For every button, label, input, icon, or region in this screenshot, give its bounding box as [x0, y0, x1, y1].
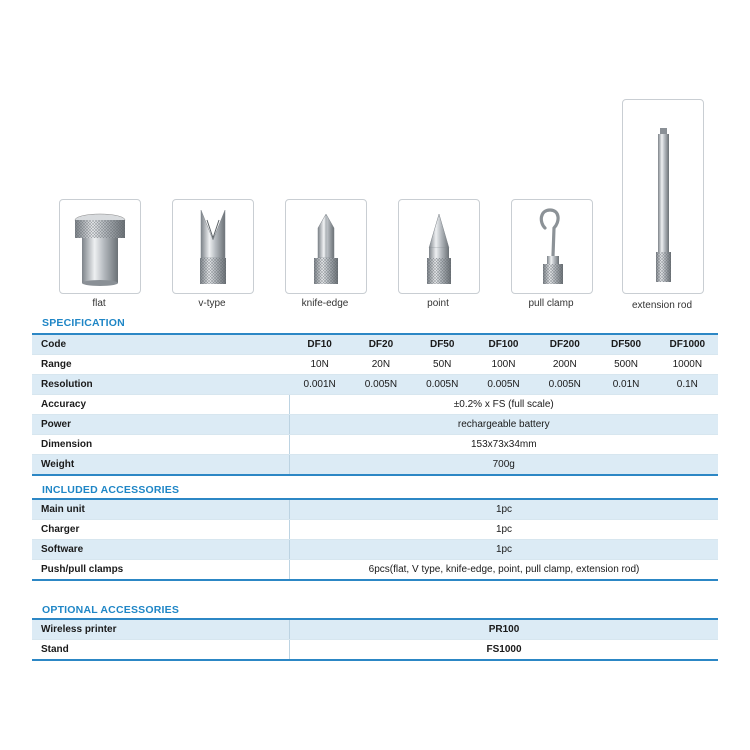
flat-attachment-card [59, 199, 141, 294]
row-value: 1pc [290, 520, 719, 540]
model-code: DF1000 [657, 334, 718, 355]
row-label: Resolution [32, 375, 289, 395]
pull-clamp-attachment-card [511, 199, 593, 294]
model-code: DF50 [412, 334, 473, 355]
row-label: Code [32, 334, 289, 355]
model-code: DF100 [473, 334, 534, 355]
row-value: 6pcs(flat, V type, knife-edge, point, pull clamp, extension rod) [290, 560, 719, 581]
table-row [32, 619, 718, 640]
accessory-label-v-type: v-type [198, 298, 226, 309]
table-row [32, 520, 718, 540]
resolution-value: 0.005N [350, 375, 411, 395]
weight-value: 700g [289, 455, 718, 476]
resolution-value: 0.01N [595, 375, 656, 395]
accessory-label-knife-edge: knife-edge [301, 298, 349, 309]
table-row-resolution [32, 375, 718, 395]
model-code: DF500 [595, 334, 656, 355]
range-value: 200N [534, 355, 595, 375]
row-label: Wireless printer [32, 619, 290, 640]
knife-edge-attachment-icon [286, 200, 366, 293]
row-label: Software [32, 540, 290, 560]
accessory-label-extension-rod: extension rod [631, 300, 693, 311]
knife-edge-attachment-card [285, 199, 367, 294]
range-value: 1000N [657, 355, 718, 375]
row-label: Main unit [32, 499, 290, 520]
range-value: 20N [350, 355, 411, 375]
row-value: 1pc [290, 499, 719, 520]
accessory-label-pull-clamp: pull clamp [528, 298, 574, 309]
row-value: PR100 [290, 619, 719, 640]
row-label: Stand [32, 640, 290, 661]
flat-attachment-icon [60, 200, 140, 293]
point-attachment-icon [399, 200, 479, 293]
row-value: 1pc [290, 540, 719, 560]
table-row-code [32, 334, 718, 355]
included-accessories-table [32, 498, 718, 581]
row-label: Range [32, 355, 289, 375]
row-label: Accuracy [32, 395, 289, 415]
row-value: FS1000 [290, 640, 719, 661]
table-row-power [32, 415, 718, 435]
table-row [32, 540, 718, 560]
resolution-value: 0.005N [534, 375, 595, 395]
power-value: rechargeable battery [289, 415, 718, 435]
table-row [32, 640, 718, 661]
included-accessories-title: INCLUDED ACCESSORIES [42, 484, 180, 496]
optional-accessories-title: OPTIONAL ACCESSORIES [42, 604, 180, 616]
range-value: 500N [595, 355, 656, 375]
table-row-dimension [32, 435, 718, 455]
accessory-label-point: point [427, 298, 449, 309]
range-value: 100N [473, 355, 534, 375]
optional-accessories-table [32, 618, 718, 661]
table-row [32, 560, 718, 581]
row-label: Charger [32, 520, 290, 540]
resolution-value: 0.001N [289, 375, 350, 395]
row-label: Power [32, 415, 289, 435]
point-attachment-card [398, 199, 480, 294]
extension-rod-attachment-icon [623, 100, 703, 293]
specification-table [32, 333, 718, 476]
model-code: DF20 [350, 334, 411, 355]
resolution-value: 0.1N [657, 375, 718, 395]
model-code: DF10 [289, 334, 350, 355]
resolution-value: 0.005N [412, 375, 473, 395]
table-row-weight [32, 455, 718, 476]
v-type-attachment-icon [173, 200, 253, 293]
accuracy-value: ±0.2% x FS (full scale) [289, 395, 718, 415]
row-label: Weight [32, 455, 289, 476]
row-label: Push/pull clamps [32, 560, 290, 581]
row-label: Dimension [32, 435, 289, 455]
v-type-attachment-card [172, 199, 254, 294]
resolution-value: 0.005N [473, 375, 534, 395]
extension-rod-attachment-card [622, 99, 704, 294]
pull-clamp-attachment-icon [512, 200, 592, 293]
table-row [32, 499, 718, 520]
range-value: 50N [412, 355, 473, 375]
range-value: 10N [289, 355, 350, 375]
table-row-range [32, 355, 718, 375]
specification-title: SPECIFICATION [42, 317, 125, 329]
model-code: DF200 [534, 334, 595, 355]
accessory-label-flat: flat [92, 298, 106, 309]
dimension-value: 153x73x34mm [289, 435, 718, 455]
table-row-accuracy [32, 395, 718, 415]
